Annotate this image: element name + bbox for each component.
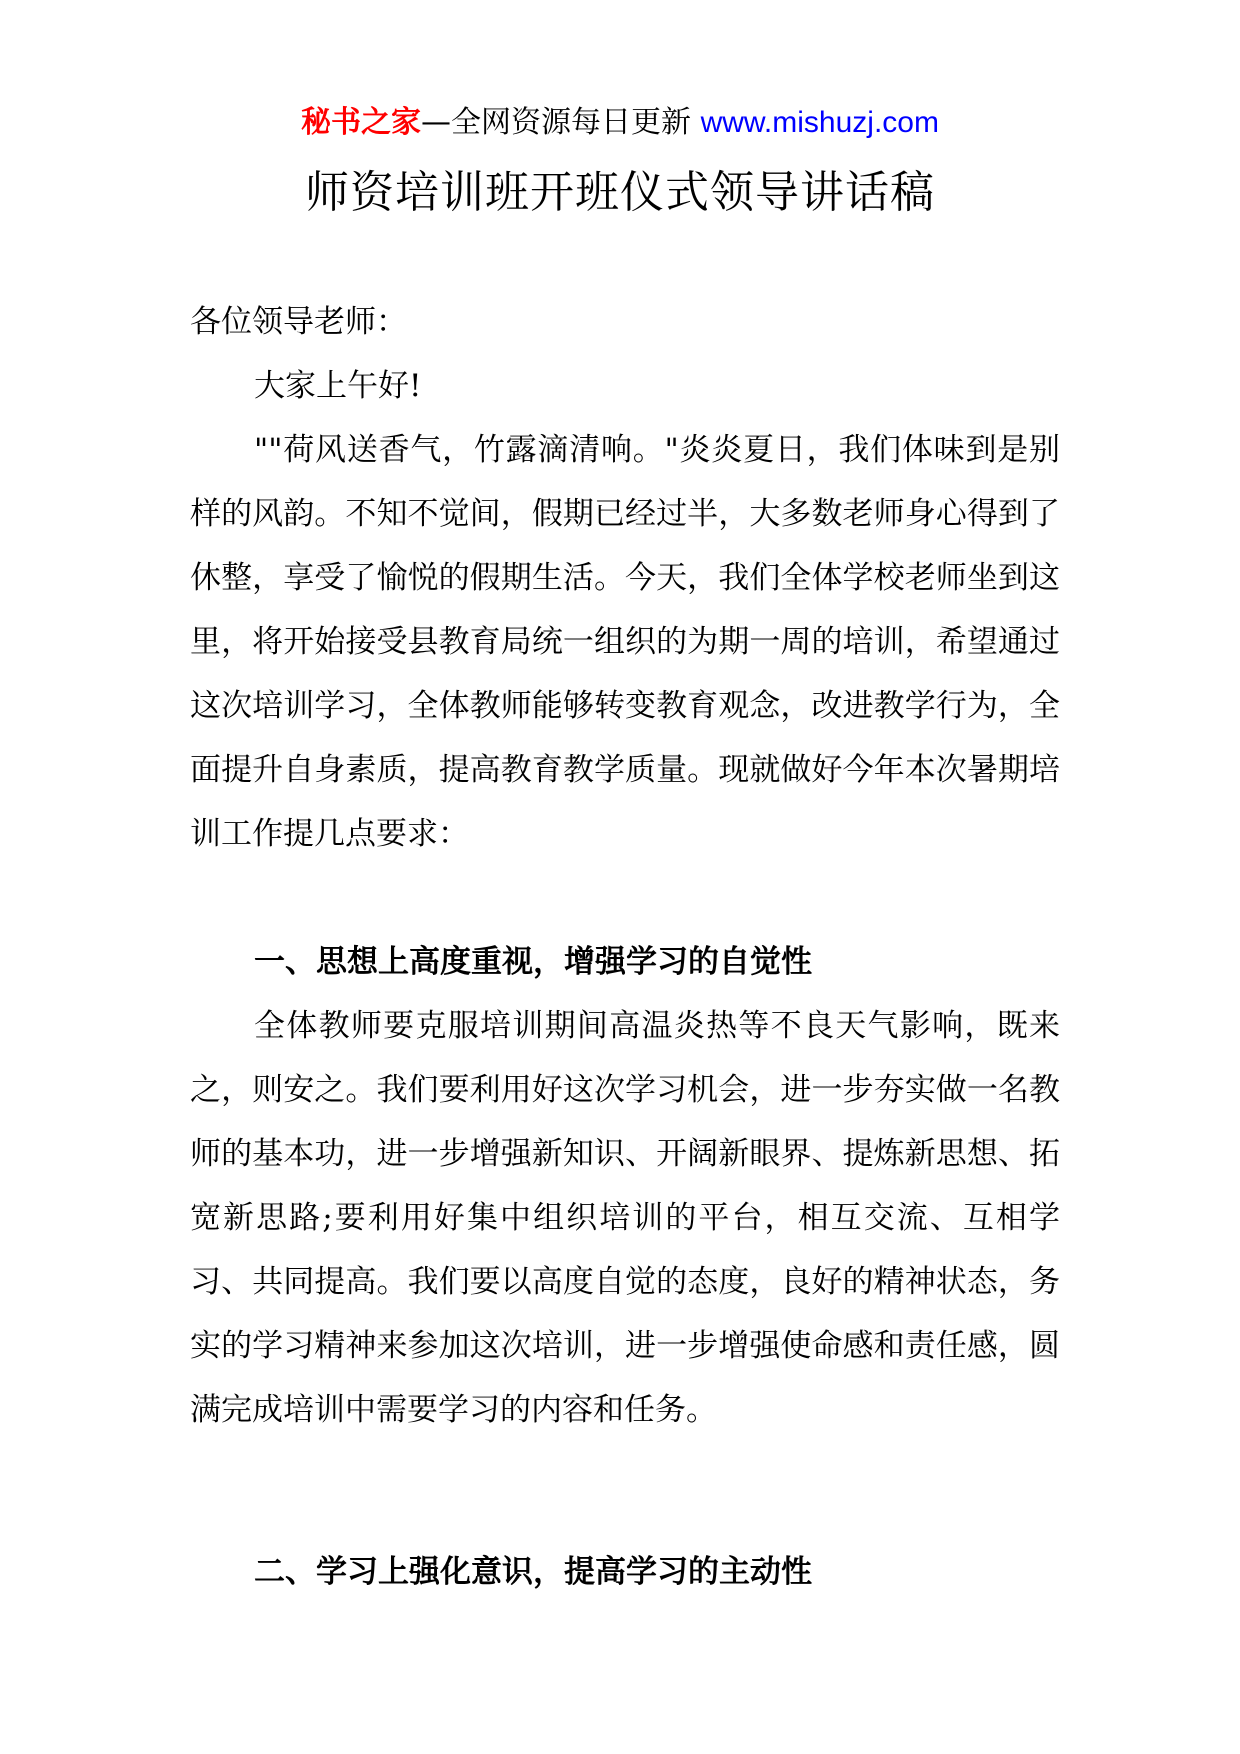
section-heading-1: 一、思想上高度重视，增强学习的自觉性 <box>254 944 812 980</box>
paragraph-section-1: 全体教师要克服培训期间高温炎热等不良天气影响，既来之，则安之。我们要利用好这次学习机会，进一步夯实做一名教师的基本功，进一步增强新知识、开阔新眼界、提炼新思想、拓宽新思路;要利用好集中组织培训的平台，相互交流、互相学习、共同提高。我们要以高度自觉的态度，良好的精神状态，务实的学习精神来参加这次培训，进一步增强使命感和责任感，圆满完成培训中需要学习的内容和任务。 <box>190 1008 1060 1428</box>
paragraph-intro: ""荷风送香气，竹露滴清响。"炎炎夏日，我们体味到是别样的风韵。不知不觉间，假期已经过半，大多数老师身心得到了休整，享受了愉悦的假期生活。今天，我们全体学校老师坐到这里，将开始接受县教育局统一组织的为期一周的培训，希望通过这次培训学习，全体教师能够转变教育观念，改进教学行为，全面提升自身素质，提高教育教学质量。现就做好今年本次暑期培训工作提几点要求： <box>190 432 1060 852</box>
section-heading-2: 二、学习上强化意识，提高学习的主动性 <box>254 1554 812 1590</box>
greeting: 大家上午好! <box>254 368 422 404</box>
site-header <box>0 103 1240 143</box>
document-title: 师资培训班开班仪式领导讲话稿 <box>305 167 935 218</box>
site-url: www.mishuzj.com <box>700 106 939 139</box>
salutation: 各位领导老师： <box>190 304 407 340</box>
site-name: 秘书之家 <box>301 105 422 140</box>
site-slogan: —全网资源每日更新 <box>421 105 701 140</box>
